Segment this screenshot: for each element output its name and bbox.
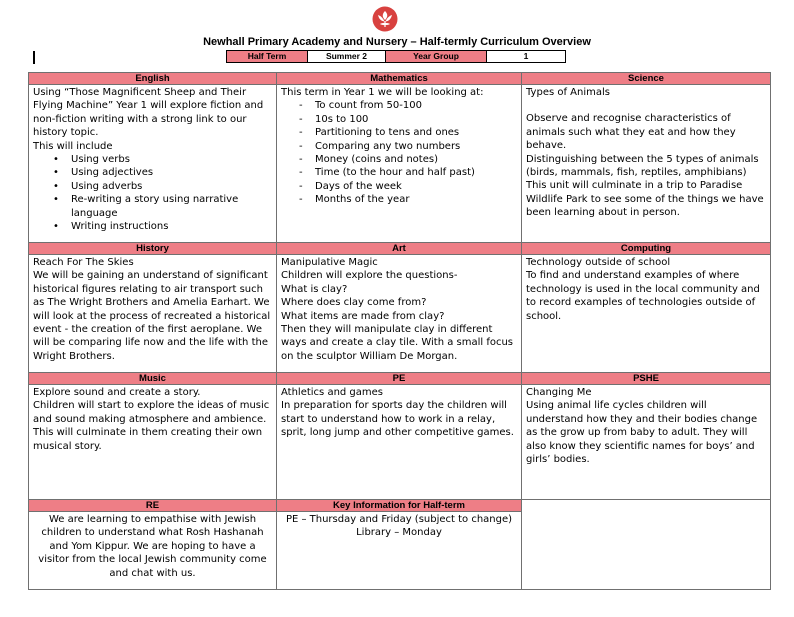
english-include: This will include	[33, 140, 113, 152]
history-topic: Reach For The Skies	[33, 257, 134, 268]
year-group-value: 1	[486, 50, 566, 63]
key-info-cell	[277, 512, 522, 590]
art-line: Children will explore the questions-	[281, 270, 458, 282]
music-topic: Explore sound and create a story.	[33, 387, 201, 398]
pe-body: In preparation for sports day the children will start to understand how to work in a relay, sprit, long jump and other competitive games.	[281, 400, 514, 439]
music-body: Children will start to explore the ideas of music and sound making atmosphere and ambience. This will culminate in them creating their own musical story.	[33, 400, 270, 452]
content-row-3	[29, 385, 771, 500]
list-item: - Days of the week	[299, 180, 402, 192]
computing-heading: Computing	[522, 243, 771, 255]
term-info-bar	[227, 50, 566, 63]
list-item: • Using adverbs	[53, 180, 143, 192]
header-row-2	[29, 243, 771, 255]
english-intro: Using “Those Magnificent Sheep and Their Flying Machine” Year 1 will explore fiction and non-fiction writing with a strong link to our history topic.	[33, 87, 264, 139]
pe-topic: Athletics and games	[281, 387, 384, 398]
science-heading: Science	[522, 73, 771, 85]
list-item: • Re-writing a story using narrative language	[53, 194, 239, 219]
history-cell	[29, 255, 277, 373]
list-item: - Months of the year	[299, 194, 410, 206]
english-heading: English	[29, 73, 277, 85]
maths-cell	[277, 85, 522, 243]
maths-heading: Mathematics	[277, 73, 522, 85]
content-row-1	[29, 85, 771, 243]
half-term-label: Half Term	[226, 50, 308, 63]
list-item: - 10s to 100	[299, 113, 369, 125]
re-body: We are learning to empathise with Jewish children to understand what Rosh Hashanah and Yom Kippur. We are hoping to have a visitor from the local Jewish community come and chat with us.	[38, 514, 267, 579]
science-topic: Types of Animals	[526, 87, 610, 98]
half-term-value: Summer 2	[307, 50, 386, 63]
school-logo-icon	[372, 6, 398, 32]
list-item: • Using verbs	[53, 154, 130, 166]
science-p2: Distinguishing between the 5 types of animals (birds, mammals, fish, reptiles, amphibians)	[526, 153, 759, 179]
history-heading: History	[29, 243, 277, 255]
list-item: • Writing instructions	[53, 221, 169, 233]
list-item: • Using adjectives	[53, 167, 154, 179]
list-item: - Money (coins and notes)	[299, 154, 438, 166]
page-title: Newhall Primary Academy and Nursery – Half-termly Curriculum Overview	[203, 36, 591, 48]
art-line: What is clay?	[281, 283, 348, 295]
science-cell	[522, 85, 771, 243]
art-line: What items are made from clay?	[281, 310, 445, 322]
music-heading: Music	[29, 373, 277, 385]
header-row-1	[29, 73, 771, 85]
re-cell	[29, 512, 277, 590]
pshe-heading: PSHE	[522, 373, 771, 385]
art-line: Where does clay come from?	[281, 297, 427, 309]
key-info-line-1: PE – Thursday and Friday (subject to change)	[285, 514, 513, 525]
pe-cell	[277, 385, 522, 500]
re-heading: RE	[29, 500, 277, 512]
computing-body: To find and understand examples of where technology is used in the local community and to record examples of technologies outside of school.	[526, 270, 760, 322]
pshe-cell	[522, 385, 771, 500]
year-group-label: Year Group	[385, 50, 487, 63]
maths-list	[281, 99, 517, 206]
science-p1: Observe and recognise characteristics of animals such what they eat and how they behave.	[526, 113, 736, 152]
header-row-3	[29, 373, 771, 385]
list-item: - Time (to the hour and half past)	[299, 167, 475, 179]
content-row-2	[29, 255, 771, 373]
computing-cell	[522, 255, 771, 373]
key-info-line-2: Library – Monday	[356, 527, 442, 539]
empty-cell	[522, 500, 771, 590]
list-item: - Partitioning to tens and ones	[299, 127, 460, 139]
english-cell	[29, 85, 277, 243]
key-info-heading: Key Information for Half-term	[277, 500, 522, 512]
science-p3: This unit will culminate in a trip to Paradise Wildlife Park to see some of the things we have been learning about in person.	[526, 180, 764, 219]
music-cell	[29, 385, 277, 500]
text-cursor	[33, 51, 35, 64]
art-cell	[277, 255, 522, 373]
header-row-4	[29, 500, 771, 512]
curriculum-grid	[28, 72, 771, 590]
english-list	[33, 153, 272, 233]
pe-heading: PE	[277, 373, 522, 385]
list-item: - To count from 50-100	[299, 100, 422, 112]
maths-intro: This term in Year 1 we will be looking at:	[281, 87, 484, 98]
computing-topic: Technology outside of school	[526, 257, 671, 268]
list-item: - Comparing any two numbers	[299, 140, 461, 152]
history-body: We will be gaining an understand of significant historical figures relating to air transport such as The Wright Brothers and Amelia Earhart. We will look at the process of recreated a historical event - the creation of the first aeroplane. We will be comparing life now and the life with the Wright Brothers.	[33, 270, 271, 362]
art-topic: Manipulative Magic	[281, 257, 378, 268]
art-body: Then they will manipulate clay in different ways and create a clay tile. With a small focus on the sculptor William De Morgan.	[281, 324, 514, 362]
pshe-topic: Changing Me	[526, 387, 592, 398]
pshe-body: Using animal life cycles children will understand how they and their bodies change as the grow up from baby to adult. They will also know they scientific names for boys’ and girls’ bodies.	[526, 400, 758, 466]
art-heading: Art	[277, 243, 522, 255]
